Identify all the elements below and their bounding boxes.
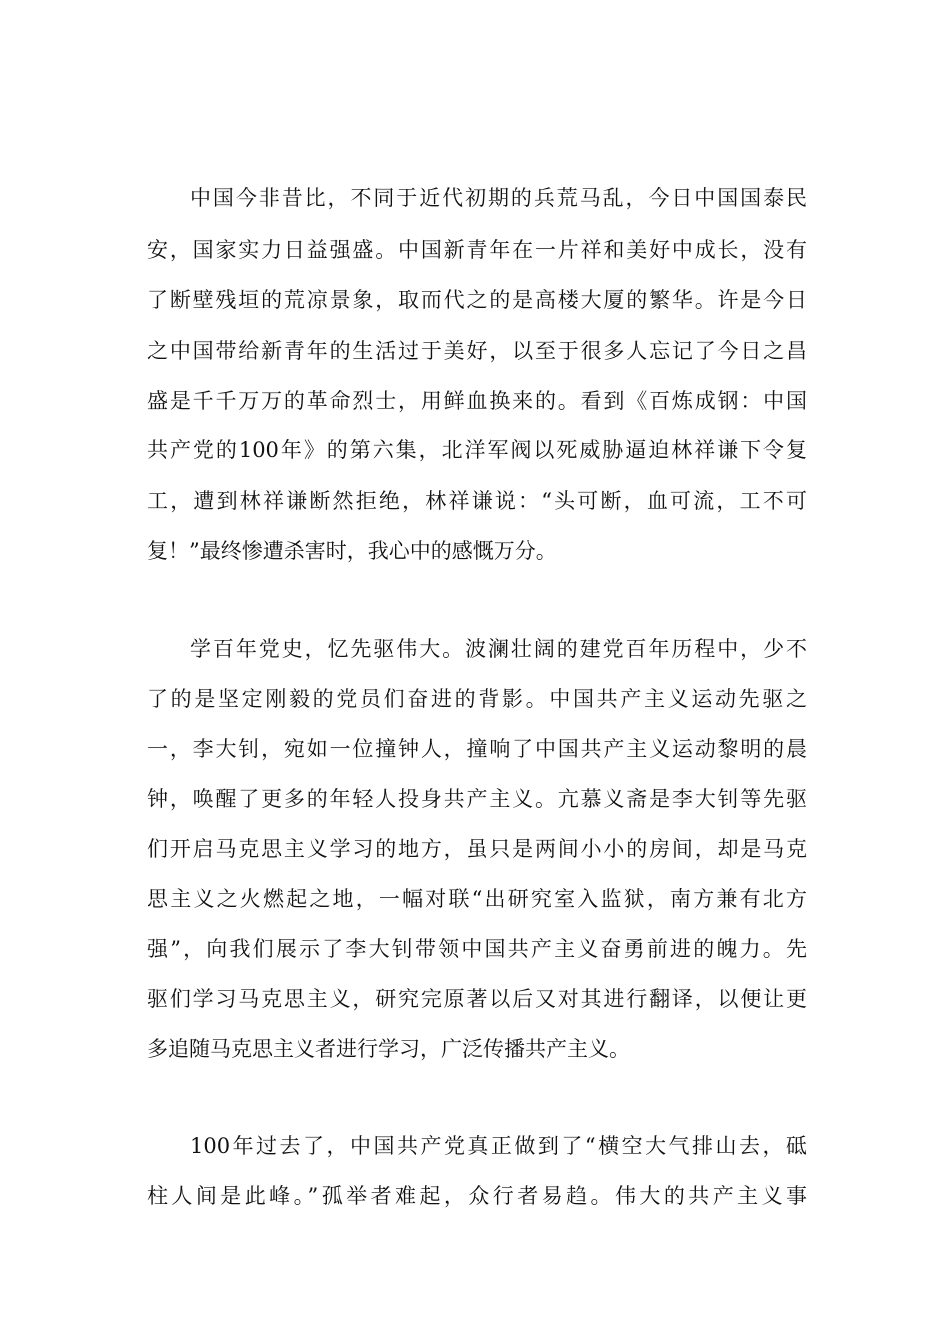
text-line: 钟，唤醒了更多的年轻人投身共产主义。亢慕义斋是李大钊等先驱	[147, 787, 807, 811]
text-line: 们开启马克思主义学习的地方，虽只是两间小小的房间，却是马克	[147, 837, 807, 861]
text-line: 之中国带给新青年的生活过于美好，以至于很多人忘记了今日之昌	[147, 339, 807, 363]
text-line: 100年过去了，中国共产党真正做到了“横空大气排山去，砥	[190, 1134, 807, 1158]
text-line: 盛是千千万万的革命烈士，用鲜血换来的。看到《百炼成钢：中国	[147, 389, 807, 413]
text-line: 了的是坚定刚毅的党员们奋进的背影。中国共产主义运动先驱之	[147, 687, 807, 711]
text-line: 驱们学习马克思主义，研究完原著以后又对其进行翻译，以便让更	[147, 987, 807, 1011]
text-line: 共产党的100年》的第六集，北洋军阀以死威胁逼迫林祥谦下令复	[147, 438, 807, 462]
text-line: 强”，向我们展示了李大钊带领中国共产主义奋勇前进的魄力。先	[147, 937, 807, 961]
text-line: 工，遭到林祥谦断然拒绝，林祥谦说：“头可断，血可流，工不可	[147, 489, 807, 513]
text-line: 思主义之火燃起之地，一幅对联“出研究室入监狱，南方兼有北方	[147, 887, 807, 911]
text-line: 中国今非昔比，不同于近代初期的兵荒马乱，今日中国国泰民	[190, 186, 807, 210]
text-line: 一，李大钊，宛如一位撞钟人，撞响了中国共产主义运动黎明的晨	[147, 737, 807, 761]
text-line: 学百年党史，忆先驱伟大。波澜壮阔的建党百年历程中，少不	[190, 637, 807, 661]
text-line: 了断壁残垣的荒凉景象，取而代之的是高楼大厦的繁华。许是今日	[147, 288, 807, 312]
text-line: 复！”最终惨遭杀害时，我心中的感慨万分。	[147, 539, 557, 563]
text-line: 柱人间是此峰。”孤举者难起，众行者易趋。伟大的共产主义事	[147, 1184, 807, 1208]
text-line: 多追随马克思主义者进行学习，广泛传播共产主义。	[147, 1037, 630, 1061]
text-line: 安，国家实力日益强盛。中国新青年在一片祥和美好中成长，没有	[147, 238, 807, 262]
